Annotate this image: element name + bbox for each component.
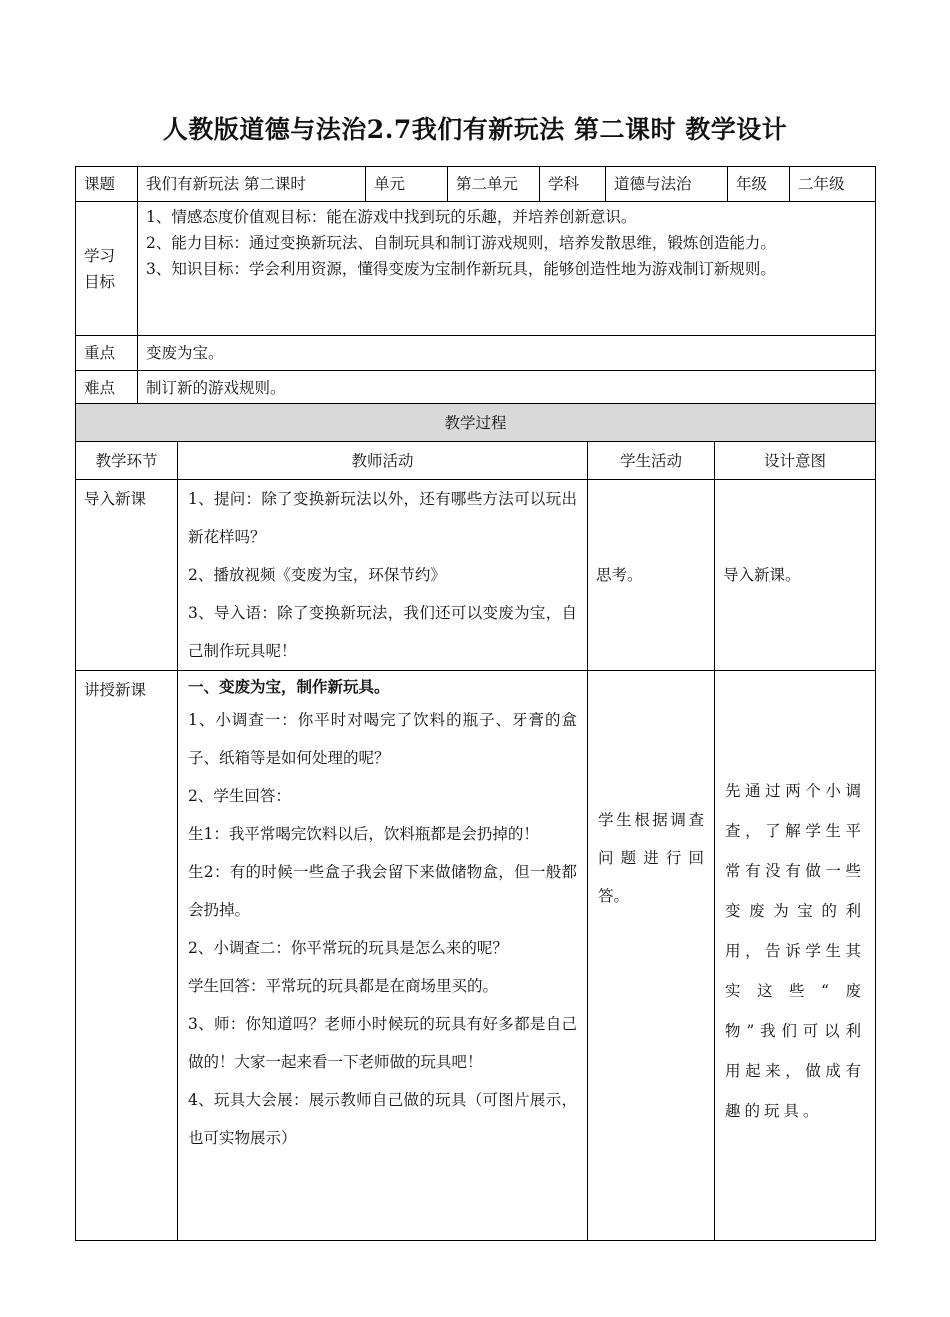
difficulty-label: 难点 xyxy=(76,371,138,406)
stage-new-lesson: 讲授新课 xyxy=(76,671,178,1241)
goals-label xyxy=(76,202,138,336)
teacher-step: 学生回答：平常玩的玩具都是在商场里买的。 xyxy=(188,977,499,995)
key-point-label: 重点 xyxy=(76,336,138,371)
goals-label-line-2: 目标 xyxy=(84,272,116,291)
teacher-activity-intro xyxy=(178,480,588,671)
difficulty-value: 制订新的游戏规则。 xyxy=(138,371,876,406)
student-activity-new-lesson: 学生根据调查问题进行回答。 xyxy=(588,671,715,1241)
teacher-step: 3、导入语：除了变换新玩法，我们还可以变废为宝，自己制作玩具呢！ xyxy=(188,604,577,660)
teacher-step: 生2：有的时候一些盒子我会留下来做储物盒，但一般都会扔掉。 xyxy=(188,863,577,919)
teacher-step: 1、提问：除了变换新玩法以外，还有哪些方法可以玩出新花样吗？ xyxy=(188,490,577,546)
design-intent-intro: 导入新课。 xyxy=(715,480,876,671)
document-title: 人教版道德与法治2.7我们有新玩法 第二课时 教学设计 xyxy=(162,115,788,144)
topic-label: 课题 xyxy=(76,167,138,202)
teacher-step: 4、玩具大会展：展示教师自己做的玩具（可图片展示，也可实物展示） xyxy=(188,1091,577,1147)
teacher-step: 3、师：你知道吗？老师小时候玩的玩具有好多都是自己做的！大家一起来看一下老师做的玩具吧！ xyxy=(188,1015,577,1071)
stage-intro: 导入新课 xyxy=(76,480,178,671)
teacher-step: 2、小调查二：你平常玩的玩具是怎么来的呢？ xyxy=(188,939,508,957)
header-student: 学生活动 xyxy=(588,442,715,480)
header-teacher: 教师活动 xyxy=(178,442,588,480)
goal-item: 1、情感态度价值观目标：能在游戏中找到玩的乐趣，并培养创新意识。 xyxy=(146,208,637,226)
subject-label: 学科 xyxy=(540,167,606,202)
goals-label-line-1: 学习 xyxy=(84,246,116,265)
section-heading: 一、变废为宝，制作新玩具。 xyxy=(188,677,390,696)
grade-label: 年级 xyxy=(728,167,790,202)
header-stage: 教学环节 xyxy=(76,442,178,480)
grade-value: 二年级 xyxy=(790,167,876,202)
goal-item: 3、知识目标：学会利用资源，懂得变废为宝制作新玩具，能够创造性地为游戏制订新规则。 xyxy=(146,260,776,278)
unit-label: 单元 xyxy=(366,167,448,202)
student-activity-intro: 思考。 xyxy=(588,480,715,671)
key-point-value: 变废为宝。 xyxy=(138,336,876,371)
topic-value: 我们有新玩法 第二课时 xyxy=(138,167,366,202)
teacher-step: 2、播放视频《变废为宝，环保节约》 xyxy=(188,566,446,584)
teaching-process-table xyxy=(75,403,876,1241)
goal-item: 2、能力目标：通过变换新玩法、自制玩具和制订游戏规则，培养发散思维，锻炼创造能力。 xyxy=(146,234,776,252)
teacher-step: 1、小调查一：你平时对喝完了饮料的瓶子、牙膏的盒子、纸箱等是如何处理的呢？ xyxy=(188,711,577,767)
header-intent: 设计意图 xyxy=(715,442,876,480)
goals-list xyxy=(138,202,876,336)
teacher-activity-new-lesson xyxy=(178,671,588,1241)
process-band: 教学过程 xyxy=(76,404,876,442)
subject-value: 道德与法治 xyxy=(606,167,728,202)
teacher-step: 2、学生回答： xyxy=(188,787,291,805)
lesson-info-table xyxy=(75,166,876,406)
unit-value: 第二单元 xyxy=(448,167,540,202)
design-intent-new-lesson: 先通过两个小调查，了解学生平常有没有做一些变废为宝的利用，告诉学生其实这些“废物”我们可以利用起来，做成有趣的玩具。 xyxy=(715,671,876,1241)
teacher-step: 生1：我平常喝完饮料以后，饮料瓶都是会扔掉的！ xyxy=(188,825,539,843)
